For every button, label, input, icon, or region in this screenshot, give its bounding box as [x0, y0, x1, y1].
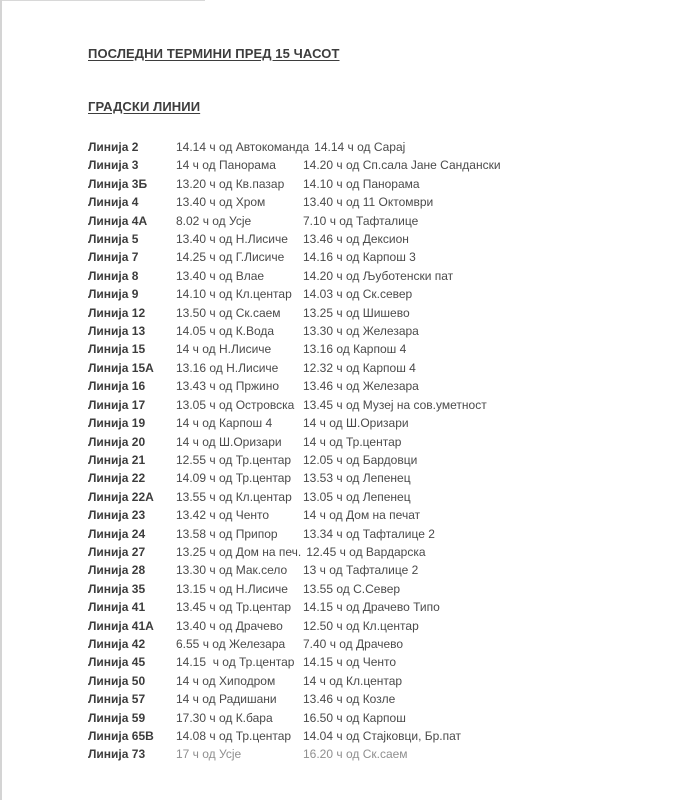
first-departure: 13.40 ч од Н.Лисиче — [176, 232, 288, 247]
second-departure: 13 ч од Тафталице 2 — [303, 563, 419, 578]
line-name: Линија 28 — [88, 563, 146, 578]
lines-table — [88, 138, 648, 764]
table-row — [88, 396, 648, 414]
table-row — [88, 193, 648, 211]
first-departure: 14.14 ч од Автокоманда — [176, 140, 310, 154]
table-row — [88, 451, 648, 469]
second-departure: 14 ч од Тр.центар — [303, 434, 402, 449]
table-row — [88, 322, 648, 340]
first-departure: 13.43 ч од Пржино — [176, 379, 280, 394]
second-departure: 14.14 ч од Сарај — [314, 140, 406, 154]
second-departure: 12.50 ч од Кл.центар — [303, 618, 419, 633]
first-departure: 14 ч од Панорама — [176, 158, 276, 173]
first-departure: 13.42 ч од Ченто — [176, 508, 270, 523]
line-name: Линија 35 — [88, 581, 146, 596]
second-departure: 13.46 ч од Железара — [303, 379, 419, 394]
table-row — [88, 156, 648, 174]
second-departure: 7.10 ч од Тафталице — [303, 213, 419, 228]
second-departure: 16.50 ч од Карпош — [303, 710, 406, 725]
line-name: Линија 73 — [88, 747, 146, 762]
line-name: Линија 5 — [88, 232, 139, 247]
second-departure: 13.53 ч од Лепенец — [303, 471, 411, 486]
table-row — [88, 377, 648, 395]
first-departure: 13.45 ч од Тр.центар — [176, 600, 292, 615]
line-name: Линија 50 — [88, 673, 146, 688]
second-departure: 14.20 ч од Љуботенски пат — [303, 268, 454, 283]
second-departure: 14.04 ч од Стајковци, Бр.пат — [303, 729, 462, 743]
page-edge-left — [0, 0, 2, 800]
second-departure: 13.16 од Карпош 4 — [303, 342, 407, 357]
first-departure: 13.25 ч од Дом на печ. — [176, 544, 302, 559]
first-departure: 14.10 ч од Кл.центар — [176, 287, 292, 302]
first-departure: 13.55 ч од Кл.центар — [176, 489, 292, 504]
second-departure: 13.45 ч од Музеј на сов.уметност — [303, 397, 487, 412]
document-content — [88, 0, 648, 764]
line-name: Линија 45 — [88, 655, 146, 670]
first-departure: 13.30 ч од Мак.село — [176, 563, 288, 578]
second-departure: 13.34 ч од Тафталице 2 — [303, 526, 435, 541]
second-departure: 12.05 ч од Бардовци — [303, 452, 418, 467]
second-departure: 14.15 ч од Драчево Типо — [303, 600, 440, 615]
table-row — [88, 212, 648, 230]
table-row — [88, 469, 648, 487]
table-row — [88, 653, 648, 671]
first-departure: 13.58 ч од Припор — [176, 526, 278, 541]
line-name: Линија 15 — [88, 342, 146, 357]
first-departure: 14.08 ч од Тр.центар — [176, 729, 292, 743]
table-row — [88, 598, 648, 616]
second-departure: 14.16 ч од Карпош 3 — [303, 250, 416, 265]
second-departure: 13.25 ч од Шишево — [303, 305, 410, 320]
second-departure: 13.05 ч од Лепенец — [303, 489, 411, 504]
first-departure: 14 ч од Н.Лисиче — [176, 342, 272, 357]
first-departure: 14.15 ч од Тр.центар — [176, 655, 295, 670]
table-row — [88, 709, 648, 727]
first-departure: 12.55 ч од Тр.центар — [176, 452, 292, 467]
second-departure: 14.15 ч од Ченто — [303, 655, 397, 670]
table-row — [88, 359, 648, 377]
line-name: Линија 7 — [88, 250, 139, 265]
table-row — [88, 525, 648, 543]
table-row — [88, 580, 648, 598]
line-name: Линија 27 — [88, 544, 146, 559]
line-name: Линија 17 — [88, 397, 146, 412]
table-row — [88, 304, 648, 322]
table-row — [88, 635, 648, 653]
first-departure: 13.40 ч од Хром — [176, 195, 266, 210]
table-row — [88, 340, 648, 358]
table-row — [88, 175, 648, 193]
line-name: Линија 3 — [88, 158, 139, 173]
line-name: Линија 22 — [88, 471, 146, 486]
second-departure: 14 ч од Ш.Оризари — [303, 416, 409, 431]
line-name: Линија 2 — [88, 140, 139, 154]
first-departure: 17 ч од Усје — [176, 747, 242, 762]
table-row — [88, 267, 648, 285]
first-departure: 13.16 од Н.Лисиче — [176, 360, 279, 375]
line-name: Линија 22А — [88, 489, 154, 504]
line-name: Линија 24 — [88, 526, 146, 541]
line-name: Линија 19 — [88, 416, 146, 431]
table-row — [88, 248, 648, 266]
line-name: Линија 41 — [88, 600, 146, 615]
table-row — [88, 690, 648, 708]
table-row — [88, 617, 648, 635]
first-departure: 13.15 ч од Н.Лисиче — [176, 581, 288, 596]
first-departure: 14.09 ч од Тр.центар — [176, 471, 292, 486]
table-row — [88, 745, 648, 763]
table-row — [88, 414, 648, 432]
second-departure: 13.46 ч од Дексион — [303, 232, 409, 247]
table-row — [88, 433, 648, 451]
second-departure: 14.03 ч од Ск.север — [303, 287, 413, 302]
second-departure: 12.32 ч од Карпош 4 — [303, 360, 416, 375]
line-name: Линија 12 — [88, 305, 146, 320]
first-departure: 14 ч од Карпош 4 — [176, 416, 273, 431]
table-row — [88, 727, 648, 745]
second-departure: 13.55 од С.Север — [303, 581, 401, 596]
table-row — [88, 506, 648, 524]
line-name: Линија 65В — [88, 729, 154, 743]
second-departure: 13.46 ч од Козле — [303, 692, 396, 707]
second-departure: 7.40 ч од Драчево — [303, 636, 404, 651]
line-name: Линија 9 — [88, 287, 139, 302]
second-departure: 14 ч од Кл.центар — [303, 673, 403, 688]
first-departure: 13.40 ч од Влае — [176, 268, 265, 283]
first-departure: 13.05 ч од Островска — [176, 397, 295, 412]
table-row — [88, 561, 648, 579]
line-name: Линија 8 — [88, 268, 139, 283]
line-name: Линија 20 — [88, 434, 146, 449]
line-name: Линија 16 — [88, 379, 146, 394]
table-row — [88, 138, 648, 156]
table-row — [88, 488, 648, 506]
first-departure: 14 ч од Радишани — [176, 692, 277, 707]
table-row — [88, 285, 648, 303]
line-name: Линија 4 — [88, 195, 139, 210]
first-departure: 13.40 ч од Драчево — [176, 618, 283, 633]
line-name: Линија 13 — [88, 324, 146, 339]
first-departure: 13.50 ч од Ск.саем — [176, 305, 281, 320]
second-departure: 16.20 ч од Ск.саем — [303, 747, 408, 762]
line-name: Линија 4А — [88, 213, 148, 228]
first-departure: 14 ч од Хиподром — [176, 673, 276, 688]
second-departure: 14 ч од Дом на печат — [303, 508, 421, 523]
first-departure: 8.02 ч од Усје — [176, 213, 252, 228]
section-heading: ГРАДСКИ ЛИНИИ — [88, 99, 201, 114]
line-name: Линија 42 — [88, 636, 146, 651]
first-departure: 6.55 ч од Железара — [176, 636, 286, 651]
second-departure: 14.20 ч од Сп.сала Јане Сандански — [303, 158, 501, 173]
first-departure: 14 ч од Ш.Оризари — [176, 434, 282, 449]
table-row — [88, 672, 648, 690]
first-departure: 14.25 ч од Г.Лисиче — [176, 250, 285, 265]
line-name: Линија 41А — [88, 618, 154, 633]
first-departure: 13.20 ч од Кв.пазар — [176, 176, 285, 191]
document-title: ПОСЛЕДНИ ТЕРМИНИ ПРЕД 15 ЧАСОТ — [88, 46, 340, 61]
second-departure: 14.10 ч од Панорама — [303, 176, 420, 191]
table-row — [88, 230, 648, 248]
line-name: Линија 3Б — [88, 176, 148, 191]
line-name: Линија 57 — [88, 692, 146, 707]
table-row — [88, 543, 648, 561]
second-departure: 12.45 ч од Вардарска — [306, 544, 426, 559]
line-name: Линија 21 — [88, 452, 146, 467]
first-departure: 14.05 ч од К.Вода — [176, 324, 275, 339]
line-name: Линија 15А — [88, 360, 154, 375]
second-departure: 13.30 ч од Железара — [303, 324, 419, 339]
first-departure: 17.30 ч од К.бара — [176, 710, 273, 725]
line-name: Линија 59 — [88, 710, 146, 725]
second-departure: 13.40 ч од 11 Октомври — [303, 195, 434, 210]
line-name: Линија 23 — [88, 508, 146, 523]
